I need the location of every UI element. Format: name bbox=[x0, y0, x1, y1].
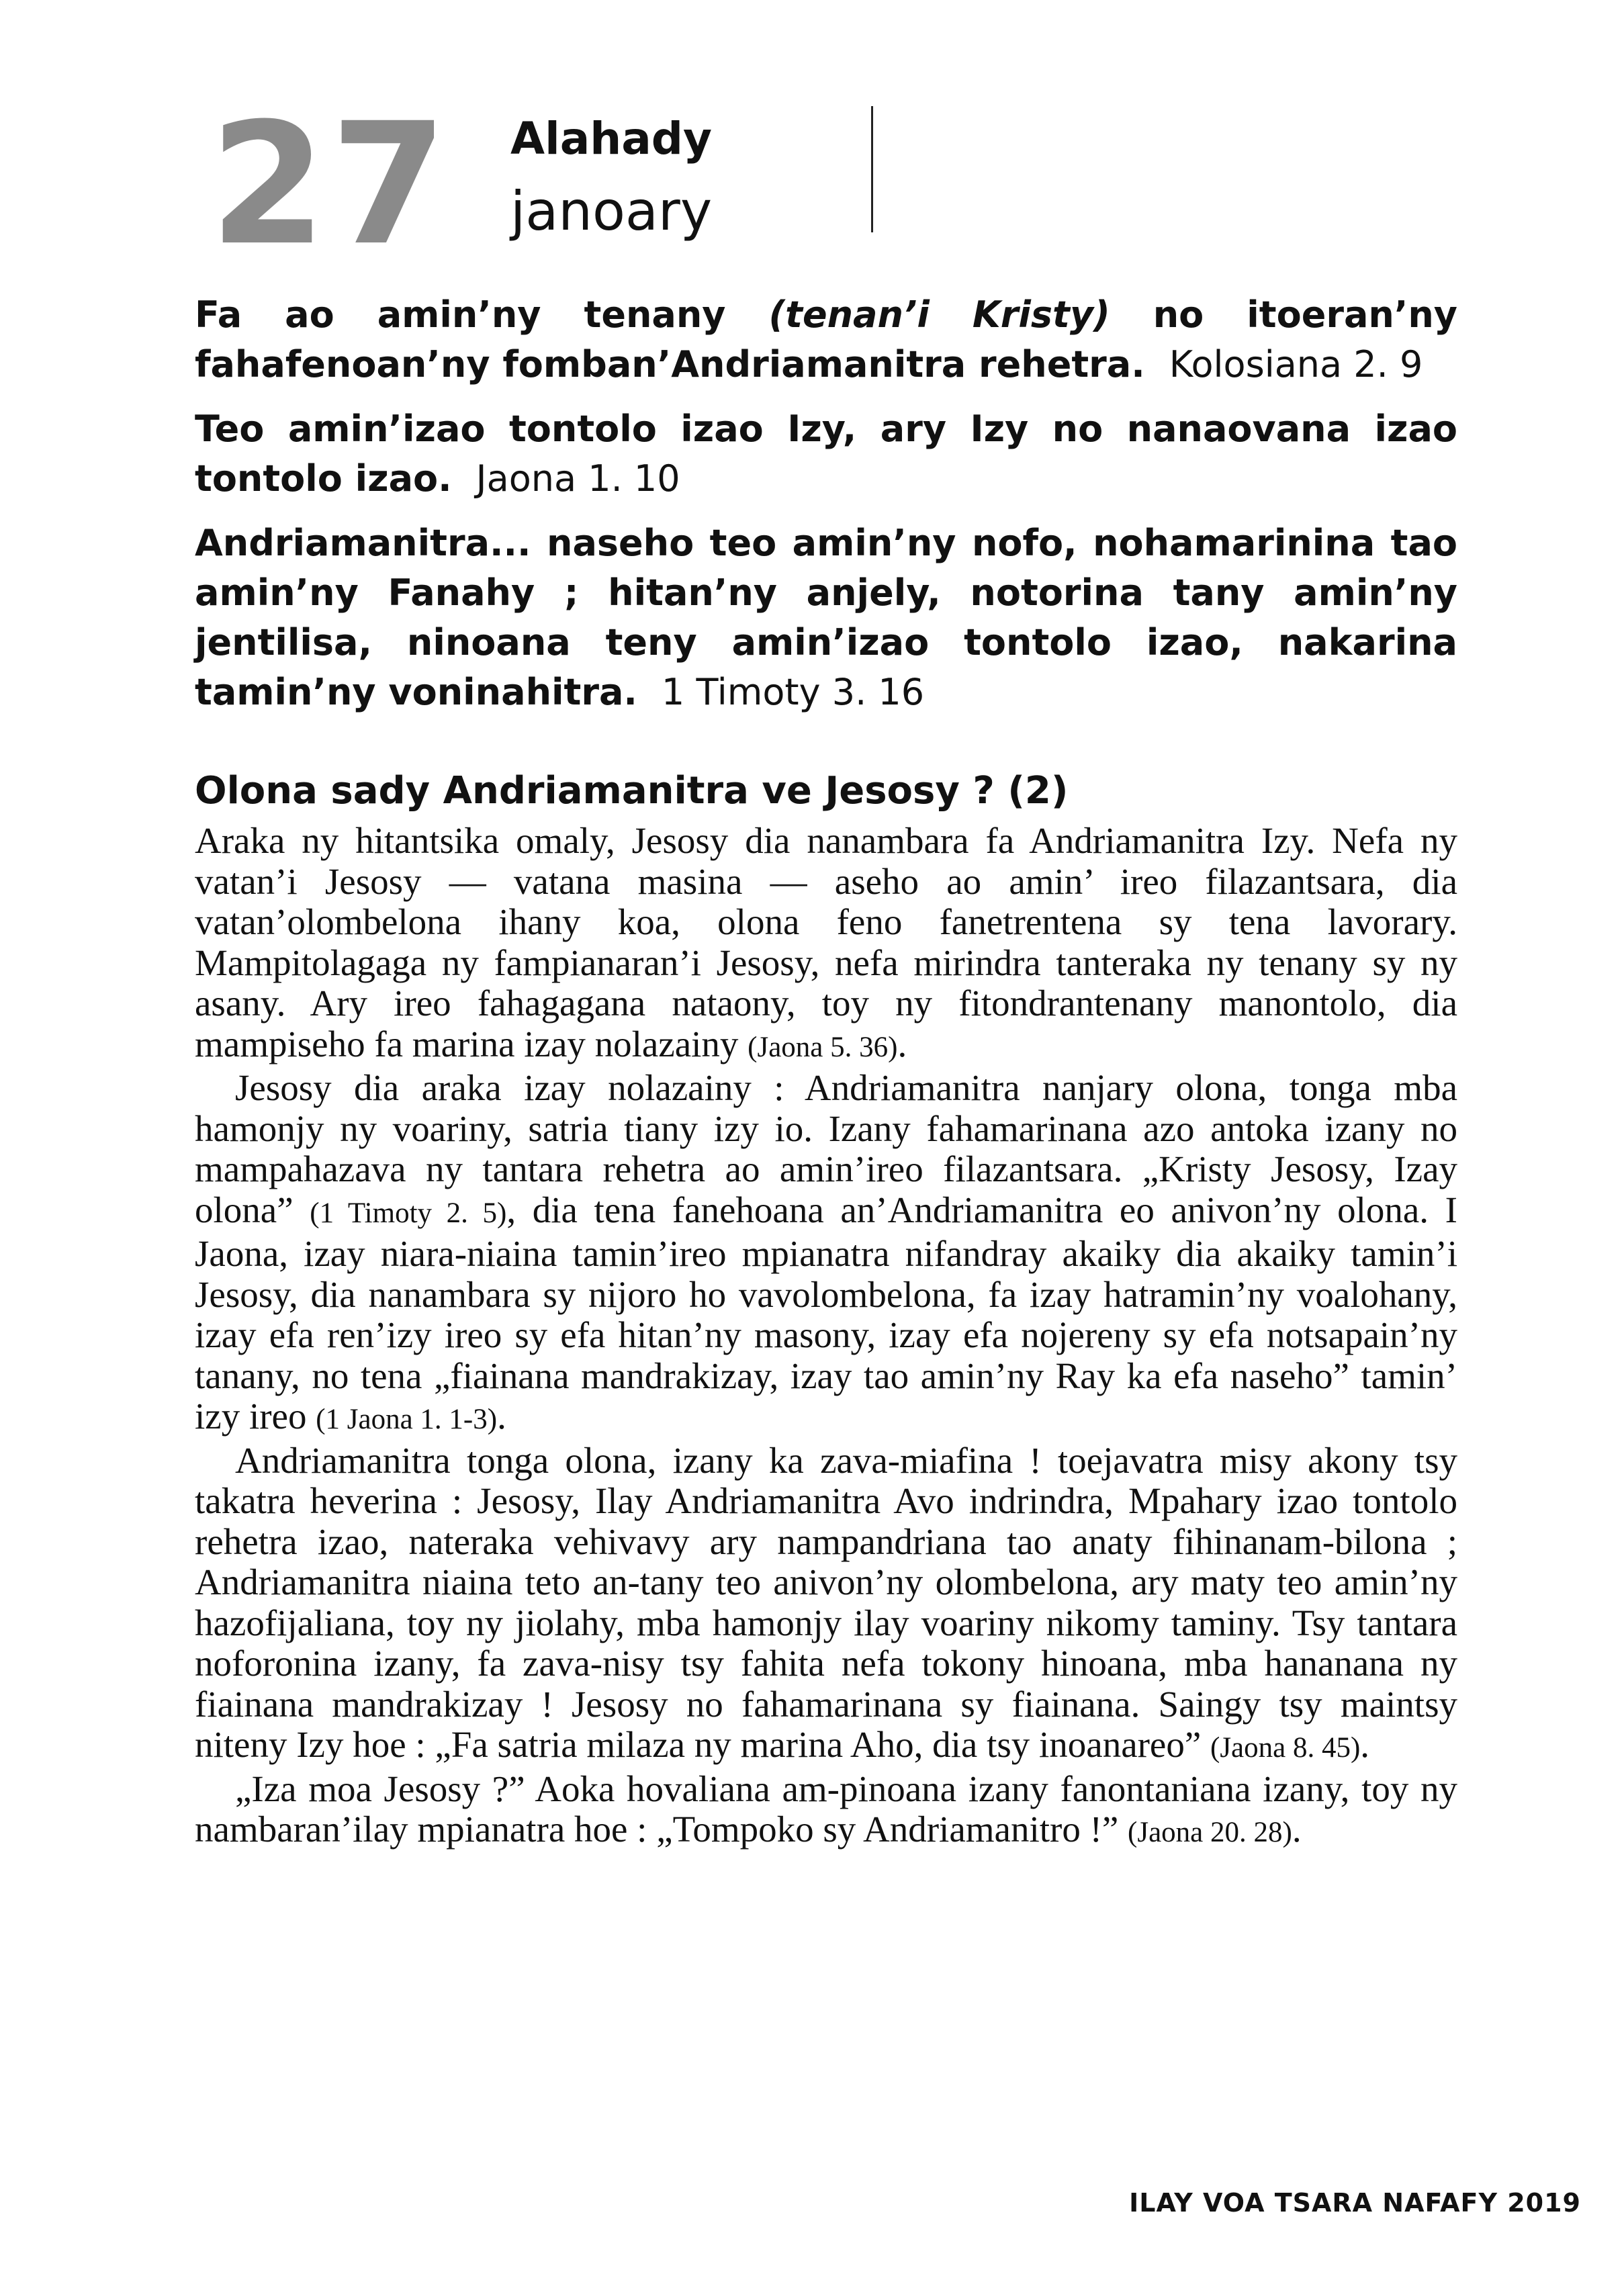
verse-text: no itoeran’ny fahafenoan’ny fomban’Andriamanitra rehetra. bbox=[195, 293, 1457, 385]
punctuation: . bbox=[497, 1396, 506, 1437]
punctuation: . bbox=[1360, 1724, 1370, 1765]
verse-1 bbox=[195, 290, 1457, 390]
citation: (1 Timoty 2. 5) bbox=[310, 1197, 507, 1229]
paragraph-text: Andriamanitra tonga olona, izany ka zava-miafina ! toejavatra misy akony tsy takatra heverina : Jesosy, Ilay Andriamanitra Avo indrindra, Mpahary izao tontolo rehetra izao, nateraka vehivavy ary nampandriana tao anaty fihinanam-bilona ; Andriamanitra niaina teto an-tany teo anivon’ny olombelona, ary maty teo amin’ny hazofijaliana, toy ny jiolahy, mba hamonjy ilay voariny nikomy taminy. Tsy tantara noforonina izany, fa zava-nisy tsy fahita nefa tokony hinoana, mba hananana ny fiainana mandrakizay ! Jesosy no fahamarinana sy fiainana. Saingy tsy maintsy niteny Izy hoe : „Fa satria milaza ny marina Aho, dia tsy inoanareo” bbox=[195, 1439, 1457, 1765]
citation: (1 Jaona 1. 1-3) bbox=[316, 1404, 498, 1435]
verse-2 bbox=[195, 404, 1457, 504]
article-title: Olona sady Andriamanitra ve Jesosy ? (2) bbox=[195, 769, 1069, 813]
paragraph-text: , dia tena fanehoana an’Andriamanitra eo anivon’ny olona. I Jaona, izay niara-niaina tamin’ireo mpianatra nifandray akaiky dia akaiky tamin’i Jesosy, dia nanambara sy nijoro ho vavolombelona, fa izay hatramin’ny voalohany, izay efa ren’izy ireo sy efa hitan’ny masony, izay efa nojereny sy efa notsapain’ny tanany, no tena „fiainana mandrakizay, izay tao amin’ny Ray ka efa naseho” tamin’ izy ireo bbox=[195, 1189, 1457, 1437]
citation: (Jaona 5. 36) bbox=[748, 1031, 898, 1063]
paragraph-4 bbox=[195, 1769, 1457, 1854]
publication-footer: ILAY VOA TSARA NAFAFY 2019 bbox=[1129, 2188, 1581, 2218]
weekday-label: Alahady bbox=[510, 113, 713, 165]
paragraph-2 bbox=[195, 1068, 1457, 1441]
month-label: janoary bbox=[510, 180, 713, 242]
verse-reference: 1 Timoty 3. 16 bbox=[661, 671, 925, 713]
header-divider bbox=[871, 106, 873, 232]
verse-italic-text: (tenan’i Kristy) bbox=[768, 293, 1110, 336]
day-number: 27 bbox=[210, 87, 451, 282]
paragraph-text: „Iza moa Jesosy ?” Aoka hovaliana am-pinoana izany fanontaniana izany, toy ny nambaran’ilay mpianatra hoe : „Tompoko sy Andriamanitro !” bbox=[195, 1768, 1457, 1850]
paragraph-text: Jesosy dia araka izay nolazainy : Andriamanitra nanjary olona, tonga mba hamonjy ny voariny, satria tiany izy io. Izany fahamarinana azo antoka izany no mampahazava ny tantara rehetra ao amin’ireo filazantsara. „Kristy Jesosy, Izay olona” bbox=[195, 1067, 1457, 1230]
verse-text: Andriamanitra... naseho teo amin’ny nofo, nohamarinina tao amin’ny Fanahy ; hitan’ny anjely, notorina tany amin’ny jentilisa, ninoana teny amin’izao tontolo izao, nakarina tamin’ny voninahitra. bbox=[195, 522, 1457, 713]
punctuation: . bbox=[1292, 1809, 1302, 1850]
verses-section bbox=[195, 290, 1457, 732]
verse-reference: Jaona 1. 10 bbox=[476, 457, 680, 500]
verse-text: Fa ao amin’ny tenany bbox=[195, 293, 769, 336]
verse-3 bbox=[195, 518, 1457, 717]
paragraph-text: Araka ny hitantsika omaly, Jesosy dia nanambara fa Andriamanitra Izy. Nefa ny vatan’i Jesosy — vatana masina — aseho ao amin’ ireo filazantsara, dia vatan’olombelona ihany koa, olona feno fanetrentena sy tena lavorary. Mampitolagaga ny fampianaran’i Jesosy, nefa mirindra tanteraka ny tenany sy ny asany. Ary ireo fahagagana nataony, toy ny fitondrantenany manontolo, dia mampiseho fa marina izay nolazainy bbox=[195, 820, 1457, 1064]
citation: (Jaona 8. 45) bbox=[1210, 1732, 1361, 1764]
paragraph-3 bbox=[195, 1441, 1457, 1769]
verse-text: Teo amin’izao tontolo izao Izy, ary Izy no nanaovana izao tontolo izao. bbox=[195, 408, 1457, 500]
punctuation: . bbox=[897, 1023, 907, 1064]
paragraph-1 bbox=[195, 821, 1457, 1068]
article-body bbox=[195, 821, 1457, 1854]
verse-reference: Kolosiana 2. 9 bbox=[1169, 343, 1423, 385]
citation: (Jaona 20. 28) bbox=[1128, 1817, 1292, 1848]
